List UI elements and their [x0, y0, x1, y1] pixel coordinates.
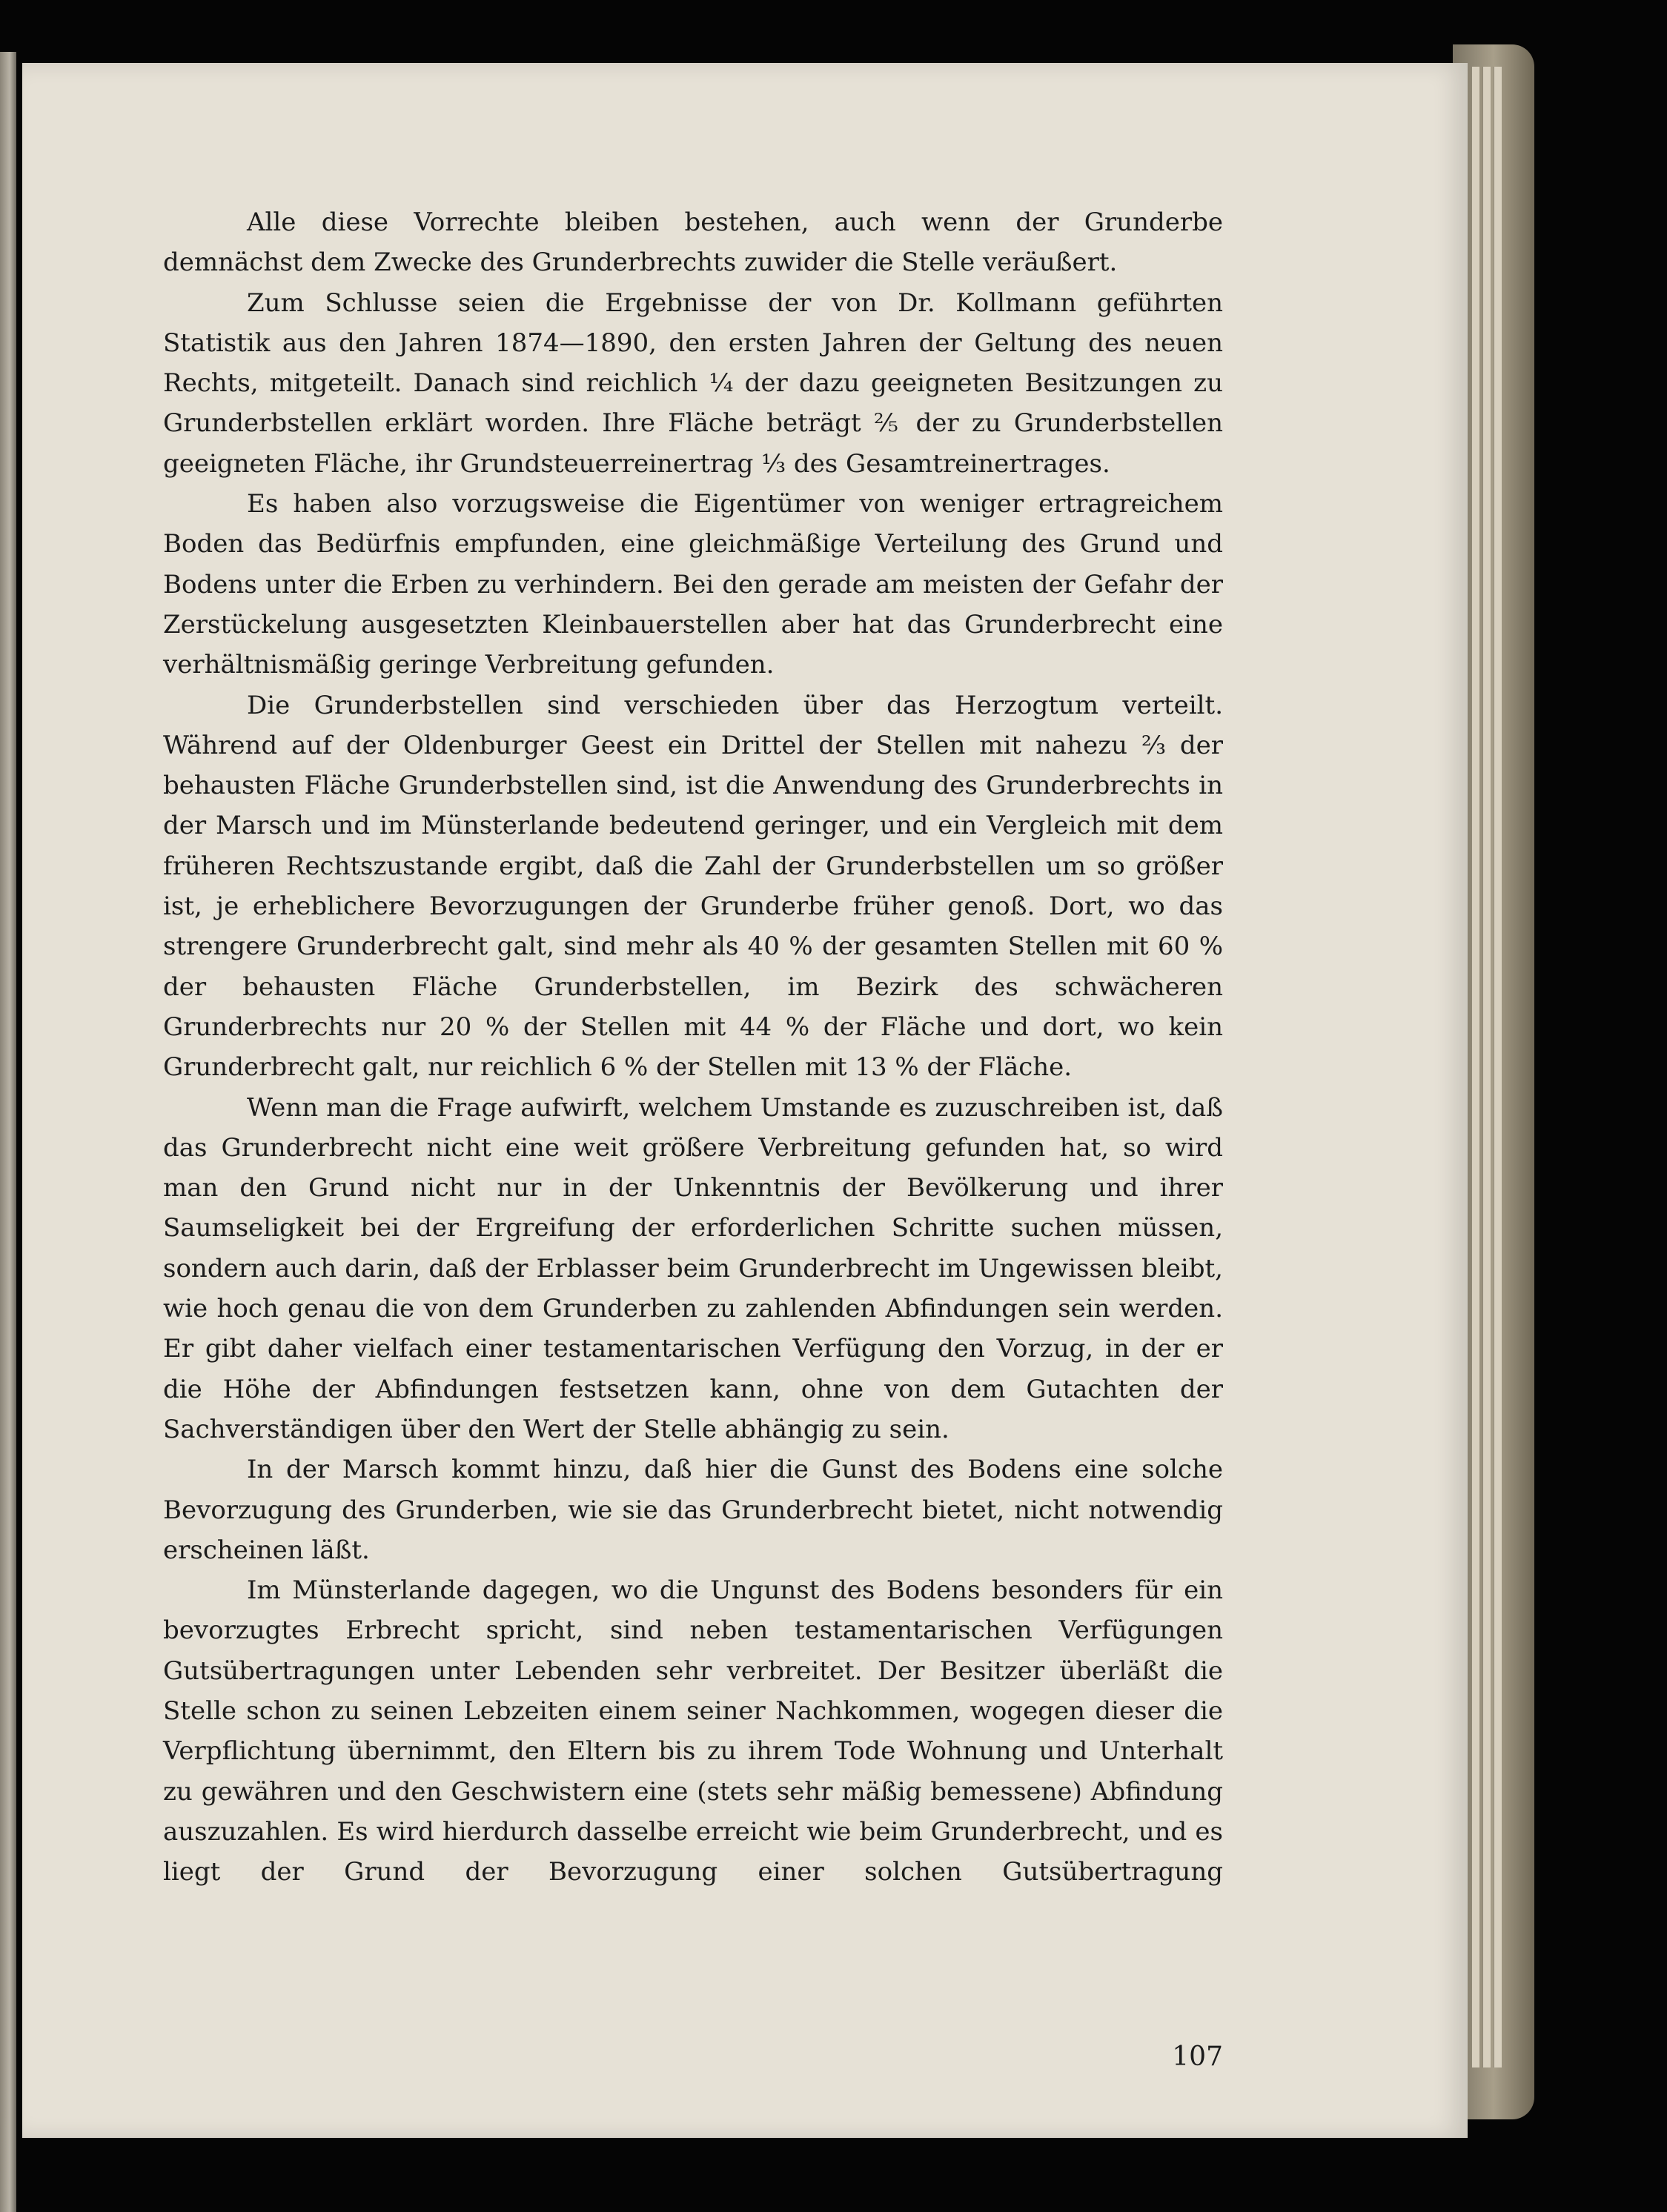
- paragraph: Zum Schlusse seien die Ergebnisse der von Dr. Kollmann geführten Statistik aus den Jahren 1874—1890, den ersten Jahren der Geltung des neuen Rechts, mitgeteilt. Danach sind reichlich ¼ der dazu geeigneten Besitzungen zu Grunderbstellen erklärt worden. Ihre Fläche beträgt ⅖ der zu Grunderbstellen geeigneten Fläche, ihr Grundsteuerreinertrag ⅓ des Gesamtreinertrages.: [163, 288, 1223, 479]
- page-stack-edge: [1494, 67, 1502, 2067]
- page-number: 107: [1172, 2042, 1223, 2072]
- paragraph: Die Grunderbstellen sind verschieden über das Herzogtum verteilt. Während auf der Oldenburger Geest ein Drittel der Stellen mit nahezu ⅔ der behausten Fläche Grunderbstellen sind, ist die Anwendung des Grunderbrechts in der Marsch und im Münsterlande bedeutend geringer, und ein Vergleich mit dem früheren Rechtszustande ergibt, daß die Zahl der Grunderbstellen um so größer ist, je erheblichere Bevorzugungen der Grunderbe früher genoß. Dort, wo das strengere Grunderbrecht galt, sind mehr als 40 % der gesamten Stellen mit 60 % der behausten Fläche Grunderbstellen, im Bezirk des schwächeren Grunderbrechts nur 20 % der Stellen mit 44 % der Fläche und dort, wo kein Grunderbrecht galt, nur reichlich 6 % der Stellen mit 13 % der Fläche.: [163, 690, 1223, 1083]
- paragraph: Alle diese Vorrechte bleiben bestehen, auch wenn der Grunderbe demnächst dem Zwecke des Grunderbrechts zuwider die Stelle veräußert.: [163, 207, 1223, 278]
- paragraph: Im Münsterlande dagegen, wo die Ungunst des Bodens besonders für ein bevorzugtes Erbrecht spricht, sind neben testamentarischen Verfügungen Gutsübertragungen unter Lebenden sehr verbreitet. Der Besitzer überläßt die Stelle schon zu seinen Lebzeiten einem seiner Nachkommen, wogegen dieser die Verpflichtung übernimmt, den Eltern bis zu ihrem Tode Wohnung und Unterhalt zu gewähren und den Geschwistern eine (stets sehr mäßig bemessene) Abfindung auszuzahlen. Es wird hierdurch dasselbe erreicht wie beim Grunderbrecht, und es liegt der Grund der Bevorzugung einer solchen Gutsübertragung: [163, 1575, 1223, 1887]
- body-text: [163, 202, 1223, 1892]
- page-stack-edge: [1482, 67, 1491, 2067]
- paragraph: Wenn man die Frage aufwirft, welchem Umstande es zuzuschreiben ist, daß das Grunderbrecht nicht eine weit größere Verbreitung gefunden hat, so wird man den Grund nicht nur in der Unkenntnis der Bevölkerung und ihrer Saumseligkeit bei der Ergreifung der erforderlichen Schritte suchen müssen, sondern auch darin, daß der Erblasser beim Grunderbrecht im Ungewissen bleibt, wie hoch genau die von dem Grunderben zu zahlenden Abfindungen sein werden. Er gibt daher vielfach einer testamentarischen Verfügung den Vorzug, in der er die Höhe der Abfindungen festsetzen kann, ohne von dem Gutachten der Sachverständigen über den Wert der Stelle abhängig zu sein.: [163, 1092, 1223, 1444]
- paragraph: In der Marsch kommt hinzu, daß hier die Gunst des Bodens eine solche Bevorzugung des Grunderben, wie sie das Grunderbrecht bietet, nicht notwendig erscheinen läßt.: [163, 1455, 1223, 1565]
- book-page: [22, 63, 1468, 2138]
- page-stack-edge: [1471, 67, 1479, 2067]
- paragraph: Es haben also vorzugsweise die Eigentümer von weniger ertragreichem Boden das Bedürfnis empfunden, eine gleichmäßige Verteilung des Grund und Bodens unter die Erben zu verhindern. Bei den gerade am meisten der Gefahr der Zerstückelung ausgesetzten Kleinbauerstellen aber hat das Grunderbrecht eine verhältnismäßig geringe Verbreitung gefunden.: [163, 489, 1223, 680]
- left-page-edge: [0, 52, 16, 2212]
